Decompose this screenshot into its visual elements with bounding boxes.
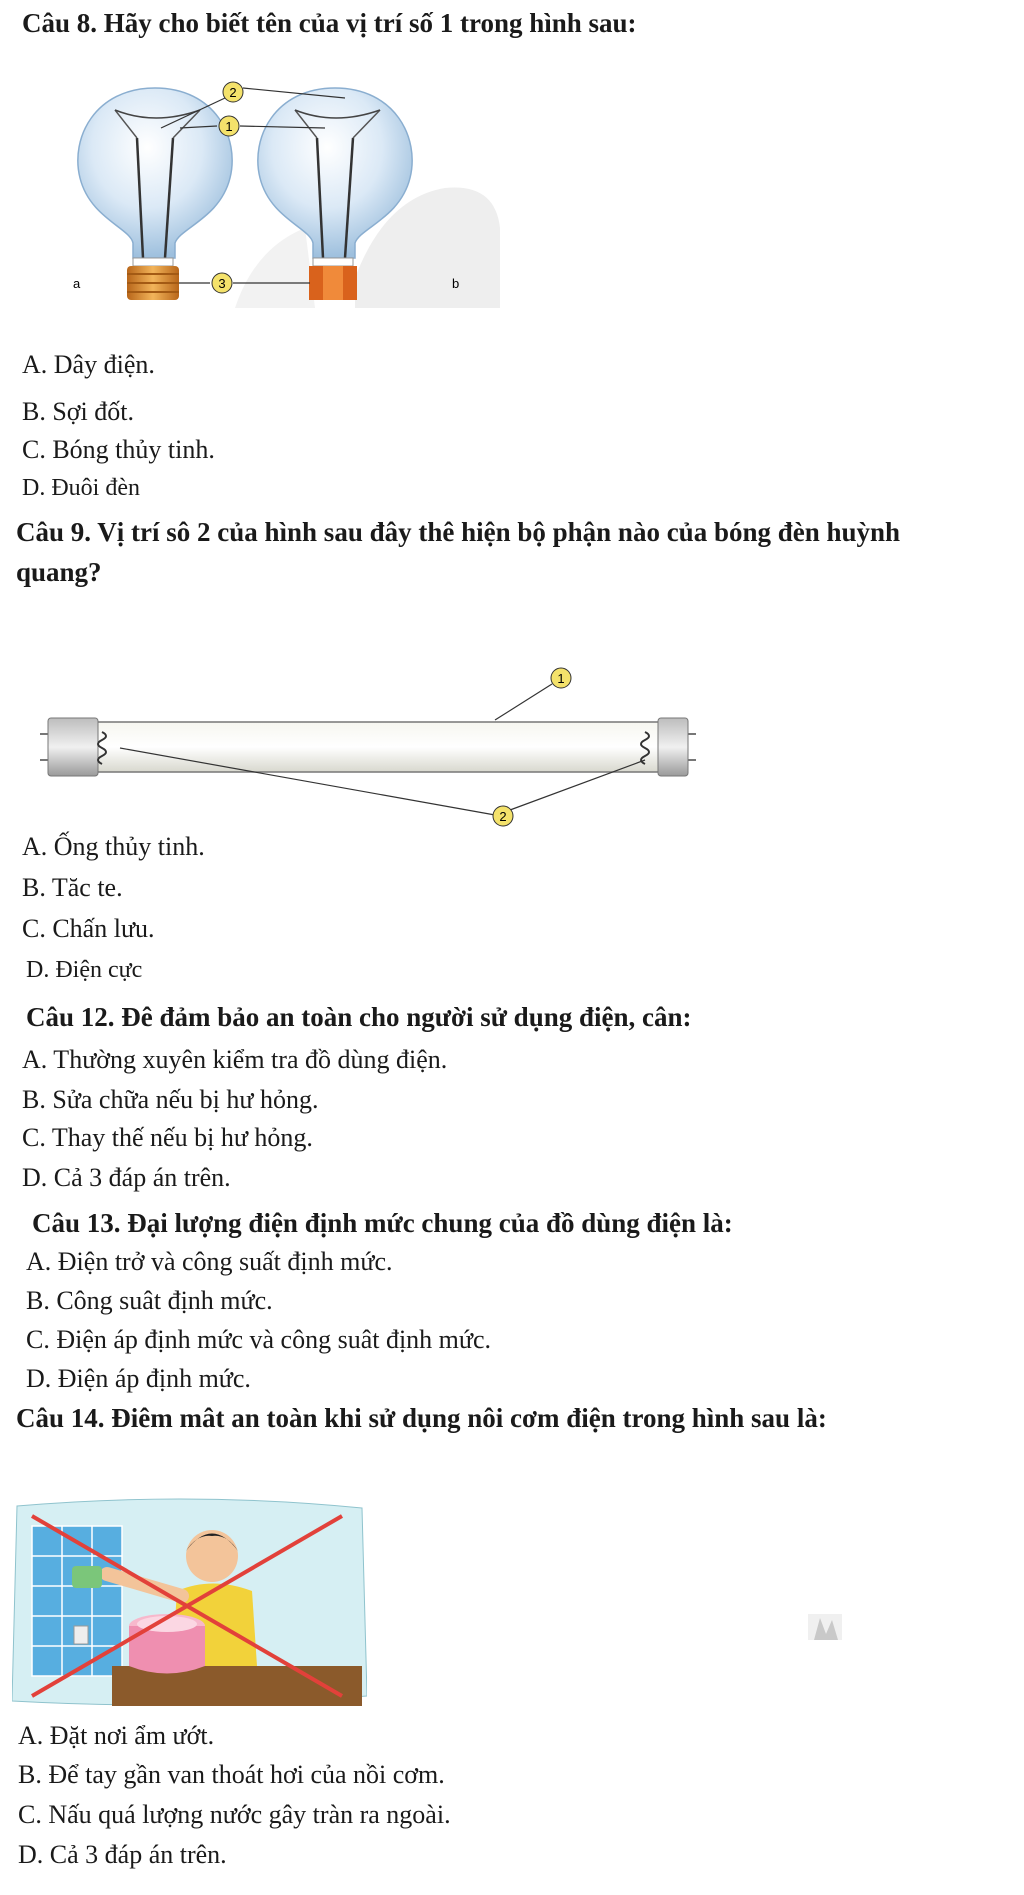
callout-3: 3 <box>218 276 226 291</box>
tube-callout-2: 2 <box>499 809 507 824</box>
fluorescent-tube-figure <box>40 650 700 830</box>
callout-2: 2 <box>229 85 237 100</box>
q13-option-b: B. Công suât định mức. <box>26 1286 273 1315</box>
q12-option-d: D. Cả 3 đáp án trên. <box>22 1163 231 1192</box>
question-14-title: Câu 14. Điêm mât an toàn khi sử dụng nôi cơm điện trong hình sau là: <box>16 1403 827 1433</box>
rice-cooker-figure <box>12 1496 367 1711</box>
question-9-title-line2: quang? <box>16 557 102 587</box>
q8-option-c: C. Bóng thủy tinh. <box>22 435 215 464</box>
q14-option-b: B. Để tay gần van thoát hơi của nồi cơm. <box>18 1760 445 1789</box>
q9-option-c: C. Chấn lưu. <box>22 914 155 943</box>
q14-option-c: C. Nấu quá lượng nước gây tràn ra ngoài. <box>18 1800 451 1829</box>
q8-option-a: A. Dây điện. <box>22 350 155 379</box>
q13-option-a: A. Điện trở và công suất định mức. <box>26 1247 393 1276</box>
q12-option-b: B. Sửa chữa nếu bị hư hỏng. <box>22 1085 319 1114</box>
small-thumbnail <box>800 1600 850 1650</box>
light-bulbs-figure <box>55 78 505 308</box>
question-12-title: Câu 12. Đê đảm bảo an toàn cho người sử dụng điện, cân: <box>26 1002 692 1032</box>
q8-option-d: D. Đuôi đèn <box>22 475 140 501</box>
question-13-title: Câu 13. Đại lượng điện định mức chung của đồ dùng điện là: <box>32 1208 733 1238</box>
q12-option-a: A. Thường xuyên kiểm tra đồ dùng điện. <box>22 1045 448 1074</box>
question-8-title: Câu 8. Hãy cho biết tên của vị trí số 1 trong hình sau: <box>22 8 637 38</box>
tube-callout-1: 1 <box>557 671 565 686</box>
label-a: a <box>73 276 81 291</box>
callout-1: 1 <box>225 119 233 134</box>
q14-option-d: D. Cả 3 đáp án trên. <box>18 1840 227 1869</box>
label-b: b <box>452 276 460 291</box>
q9-option-b: B. Tăc te. <box>22 873 123 902</box>
q9-option-a: A. Ống thủy tinh. <box>22 832 205 861</box>
q13-option-d: D. Điện áp định mức. <box>26 1364 251 1393</box>
bulb-a <box>78 88 232 300</box>
q13-option-c: C. Điện áp định mức và công suât định mức. <box>26 1325 492 1354</box>
question-9-title-line1: Câu 9. Vị trí sô 2 của hình sau đây thê hiện bộ phận nào của bóng đèn huỳnh <box>16 517 901 547</box>
q12-option-c: C. Thay thế nếu bị hư hỏng. <box>22 1123 313 1152</box>
q9-option-d: D. Điện cực <box>26 957 143 983</box>
q8-option-b: B. Sợi đốt. <box>22 397 134 426</box>
q14-option-a: A. Đặt nơi ẩm ướt. <box>18 1721 215 1750</box>
